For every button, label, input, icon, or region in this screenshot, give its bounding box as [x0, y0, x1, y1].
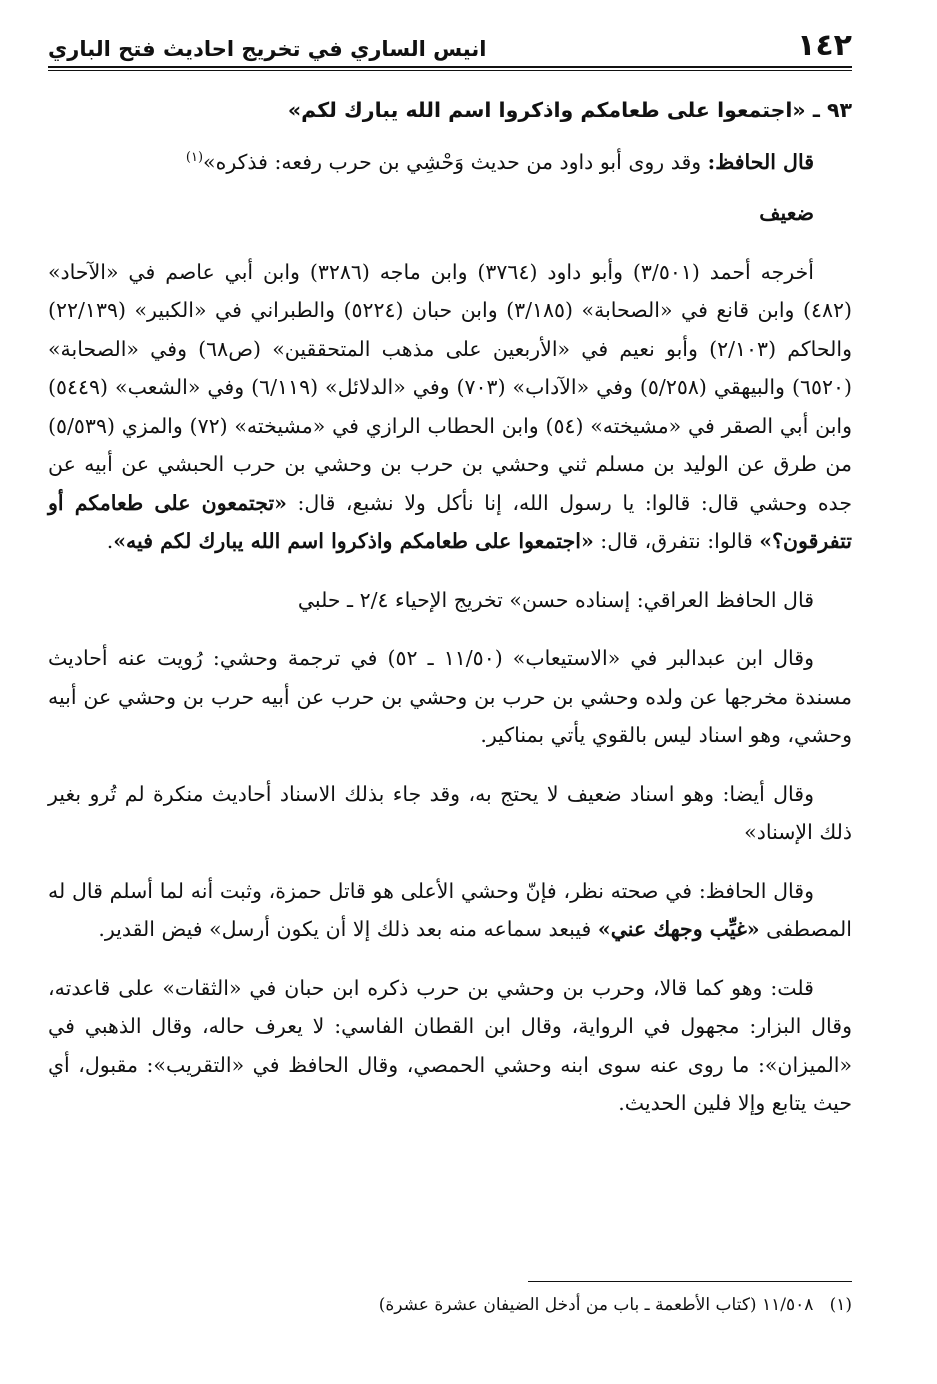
- takhrij-text-2: قالوا: نتفرق، قال:: [593, 529, 760, 553]
- page: [48, 28, 852, 1136]
- page-number: ١٤٢: [797, 28, 852, 63]
- takhrij-end: .: [106, 529, 114, 553]
- takhrij-paragraph: [48, 253, 852, 561]
- takhrij-text: أخرجه أحمد (٣/٥٠١) وأبو داود (٣٧٦٤) وابن ماجه (٣٢٨٦) وابن أبي عاصم في «الآحاد» (٤٨٢) وابن قانع في «الصحابة» (٣/١٨٥) وابن حبان (٥٢٢٤) والطبراني في «الكبير» (٢٢/١٣٩) والحاكم (٢/١٠٣) وأبو نعيم في «الأربعين على مذهب المتحققين» (ص٦٨) وفي «الصحابة» (٦٥٢٠) والبيهقي (٥/٢٥٨) وفي «الآداب» (٧٠٣) وفي «الدلائل» (٦/١١٩) وفي «الشعب» (٥٤٤٩) وابن أبي الصقر في «مشيخته» (٥٤) وابن الحطاب الرازي في «مشيخته» (٧٢) والمزي (٥/٥٣٩) من طرق عن الوليد بن مسلم ثني وحشي بن حرب بن وحشي بن حرب الحبشي عن أبيه عن جده وحشي قال: قالوا: يا رسول الله، إنا نأكل ولا نشبع، قال:: [48, 259, 852, 515]
- hafiz-text: وقد روى أبو داود من حديث وَحْشِي بن حرب رفعه: فذكره»: [203, 149, 708, 174]
- footnote-number: (١): [829, 1295, 852, 1315]
- hadith-quote-2: «اجتمعوا على طعامكم واذكروا اسم الله يبارك لكم فيه»: [113, 529, 594, 553]
- footnote-ref[interactable]: (١): [185, 149, 204, 165]
- hadith-heading: ٩٣ ـ «اجتمعوا على طعامكم واذكروا اسم الله يبارك لكم»: [287, 98, 852, 122]
- prophet-quote: «غيِّب وجهك عني»: [597, 917, 760, 941]
- ibn-abdilbarr-paragraph: وقال ابن عبدالبر في «الاستيعاب» (١١/٥٠ ـ ٥٢) في ترجمة وحشي: رُويت عنه أحاديث مسندة مخرجها عن ولده وحشي بن حرب بن وحشي بن حرب عن أبيه حرب بن وحشي عن أبيه وحشي، وهو اسناد ليس بالقوي يأتي بمناكير.: [48, 646, 852, 747]
- hafiz2-paragraph: [48, 872, 852, 949]
- footnote-rule: [528, 1281, 852, 1282]
- also-said-paragraph: وقال أيضا: وهو اسناد ضعيف لا يحتج به، وقد جاء بذلك الاسناد أحاديث منكرة لم تُرو بغير ذلك الإسناد»: [48, 781, 852, 844]
- hafiz2-text-2: فيبعد سماعه منه بعد ذلك إلا أن يكون أرسل» فيض القدير.: [98, 917, 598, 941]
- main-text: [48, 91, 852, 1123]
- iraqi-paragraph: قال الحافظ العراقي: إسناده حسن» تخريج الإحياء ٢/٤ ـ حلبي: [297, 587, 814, 612]
- header-rule: [48, 66, 852, 71]
- footnote: [48, 1292, 852, 1318]
- hafiz-statement: [48, 143, 852, 182]
- book-title: انيس الساري في تخريج احاديث فتح الباري: [48, 37, 487, 61]
- hafiz2-text: وقال الحافظ: في صحته نظر، فإنّ وحشي الأعلى هو قاتل حمزة، وثبت أنه لما أسلم قال له المصطفى: [48, 878, 852, 941]
- running-header: [48, 28, 852, 64]
- hafiz-label: قال الحافظ:: [707, 149, 814, 174]
- grade-label: ضعيف: [759, 201, 814, 225]
- footnote-text: ١١/٥٠٨ (كتاب الأطعمة ـ باب من أدخل الضيفان عشرة عشرة): [378, 1295, 814, 1315]
- qultu-paragraph: قلت: وهو كما قالا، وحرب بن وحشي بن حرب ذكره ابن حبان في «الثقات» على قاعدته، وقال البزار: مجهول في الرواية، وقال ابن القطان الفاسي: لا يعرف حاله، وقال الذهبي في «الميزان»: ما روى عنه سوى ابنه وحشي الحمصي، وقال الحافظ في «التقريب»: مقبول، أي حيث يتابع وإلا فلين الحديث.: [48, 975, 852, 1115]
- hadith-quote: «تجتمعون على طعامكم أو تتفرقون؟»: [48, 490, 852, 553]
